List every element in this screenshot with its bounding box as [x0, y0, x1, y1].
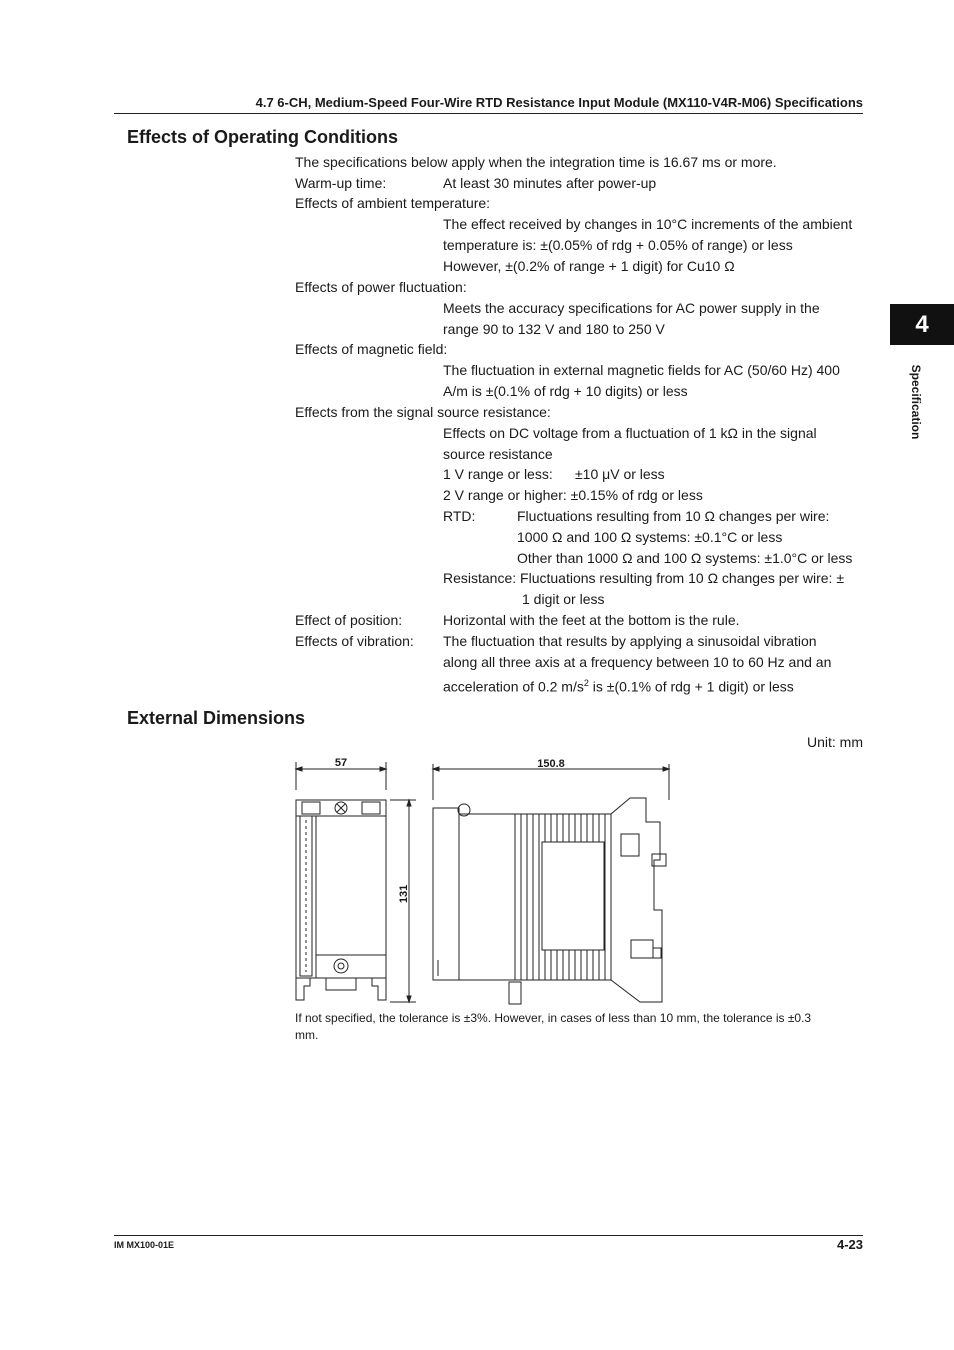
- rtd-line: 1000 Ω and 100 Ω systems: ±0.1°C or less: [517, 529, 783, 545]
- magnetic-label: Effects of magnetic field:: [295, 341, 448, 357]
- source-resistance-line: Effects on DC voltage from a fluctuation of 1 kΩ in the signal: [443, 425, 817, 441]
- vibration-label: Effects of vibration:: [295, 633, 414, 649]
- source-resistance-line: source resistance: [443, 446, 553, 462]
- dim-height-label: 131: [398, 884, 410, 904]
- vibration-superscript: 2: [583, 678, 589, 688]
- v1-value: ±10 μV or less: [575, 466, 665, 482]
- resistance-line: Resistance: Fluctuations resulting from 10 Ω changes per wire: ±: [443, 570, 844, 586]
- ambient-line: temperature is: ±(0.05% of rdg + 0.05% of range) or less: [443, 237, 793, 253]
- magnetic-line: The fluctuation in external magnetic fields for AC (50/60 Hz) 400: [443, 362, 840, 378]
- v2-text: 2 V range or higher: ±0.15% of rdg or less: [443, 487, 703, 503]
- vibration-line3-post: is ±(0.1% of rdg + 1 digit) or less: [588, 678, 794, 695]
- external-dimensions-heading: External Dimensions: [127, 708, 306, 728]
- vibration-line3-pre: acceleration of 0.2 m/s: [443, 678, 584, 695]
- footer-rule: [114, 1235, 863, 1236]
- side-view: [433, 764, 669, 1004]
- warmup-value: At least 30 minutes after power-up: [443, 175, 657, 191]
- operating-conditions-heading: Effects of Operating Conditions: [127, 127, 399, 147]
- chapter-tab-label: Specification: [909, 364, 923, 440]
- source-resistance-label: Effects from the signal source resistance:: [295, 404, 551, 420]
- footer-doc-id: IM MX100-01E: [114, 1240, 175, 1250]
- vibration-line: The fluctuation that results by applying a sinusoidal vibration: [443, 633, 817, 649]
- magnetic-line: A/m is ±(0.1% of rdg + 10 digits) or less: [443, 383, 688, 399]
- position-label: Effect of position:: [295, 612, 403, 628]
- unit-label: Unit: mm: [807, 734, 863, 750]
- dim-depth-label: 150.8: [537, 758, 565, 770]
- ambient-label: Effects of ambient temperature:: [295, 195, 491, 211]
- v1-label: 1 V range or less:: [443, 466, 553, 482]
- vibration-line: along all three axis at a frequency between 10 to 60 Hz and an: [443, 654, 832, 670]
- ambient-line: However, ±(0.2% of range + 1 digit) for Cu10 Ω: [443, 258, 735, 274]
- tolerance-note: mm.: [295, 1028, 319, 1042]
- footer-page-number: 4-23: [836, 1237, 863, 1252]
- tolerance-note: If not specified, the tolerance is ±3%. However, in cases of less than 10 mm, the tolerance is ±0.3: [295, 1011, 812, 1025]
- vibration-line: [443, 673, 794, 697]
- ambient-line: The effect received by changes in 10°C increments of the ambient: [443, 216, 853, 232]
- front-view: [296, 762, 416, 1002]
- section-header: 4.7 6-CH, Medium-Speed Four-Wire RTD Resistance Input Module (MX110-V4R-M06) Specifications: [255, 95, 863, 110]
- header-rule: [114, 113, 863, 114]
- power-label: Effects of power fluctuation:: [295, 279, 467, 295]
- rtd-label: RTD:: [443, 508, 476, 524]
- dim-width-label: 57: [334, 757, 348, 769]
- rtd-line: Fluctuations resulting from 10 Ω changes per wire:: [517, 508, 830, 524]
- position-value: Horizontal with the feet at the bottom is the rule.: [443, 612, 740, 628]
- resistance-line: 1 digit or less: [522, 591, 605, 607]
- rtd-line: Other than 1000 Ω and 100 Ω systems: ±1.0°C or less: [517, 550, 853, 566]
- dimension-drawing: [290, 750, 690, 1010]
- power-line: range 90 to 132 V and 180 to 250 V: [443, 321, 665, 337]
- intro-text: The specifications below apply when the integration time is 16.67 ms or more.: [295, 154, 777, 170]
- chapter-tab: 4: [890, 304, 954, 345]
- warmup-label: Warm-up time:: [295, 175, 387, 191]
- power-line: Meets the accuracy specifications for AC power supply in the: [443, 300, 820, 316]
